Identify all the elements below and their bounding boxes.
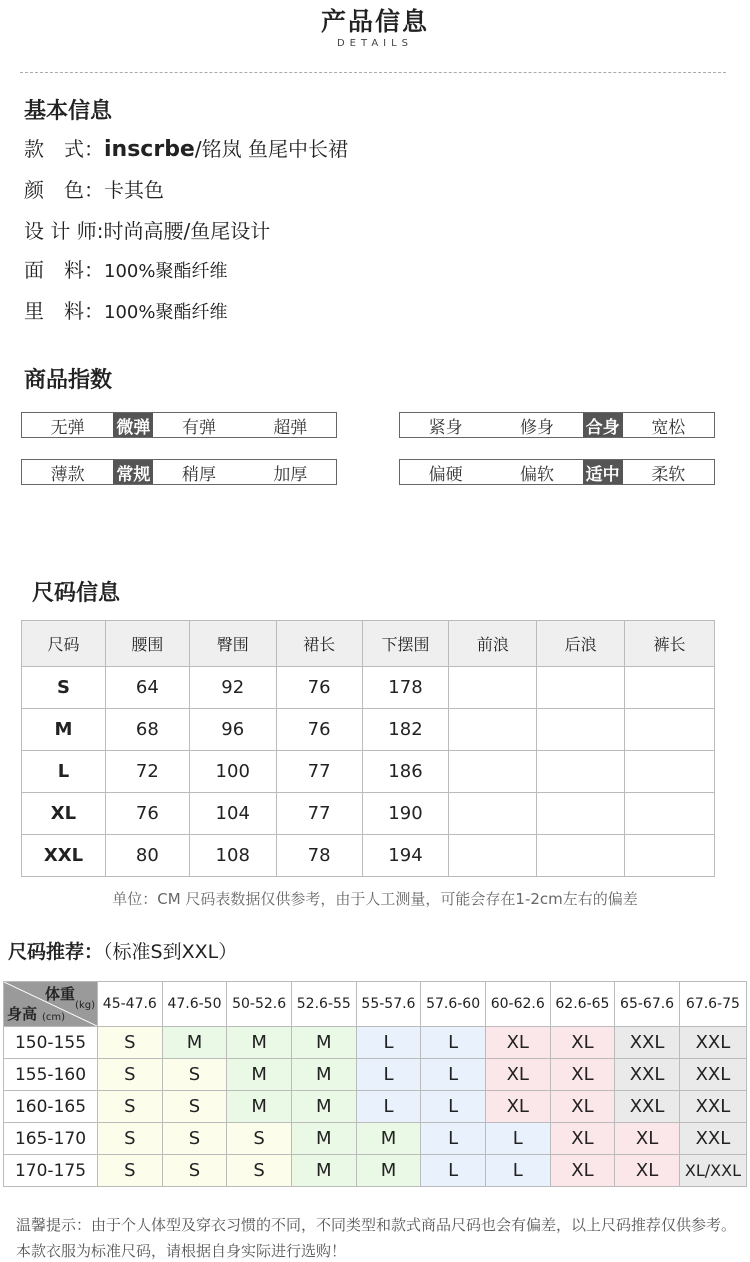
table-row (22, 835, 715, 877)
scale-option: 宽松 (651, 417, 686, 438)
info-row-fabric (24, 254, 227, 282)
recommend-cell: S (162, 1091, 227, 1123)
info-row-designer (24, 215, 270, 243)
info-value: 100%聚酯纤维 (104, 302, 228, 323)
info-label: 面 料： (24, 258, 104, 282)
column-header: 裙长 (276, 621, 362, 667)
measure-cell: 92 (189, 667, 276, 709)
measure-cell (537, 793, 625, 835)
info-value: 卡其色 (104, 178, 164, 202)
size-cell: M (22, 709, 106, 751)
measure-cell (449, 793, 537, 835)
measure-cell: 108 (189, 835, 276, 877)
basic-info-heading: 基本信息 (24, 99, 113, 124)
corner-cell (4, 982, 98, 1027)
measure-cell (449, 751, 537, 793)
column-header: 裤长 (625, 621, 715, 667)
recommend-cell: S (162, 1155, 227, 1187)
weight-header: 45-47.6 (98, 982, 163, 1027)
scale-option: 无弹 (50, 417, 85, 438)
height-cell: 155-160 (4, 1059, 98, 1091)
height-label: 身高 (7, 1005, 38, 1023)
recommend-cell: XL (550, 1155, 615, 1187)
measure-cell: 72 (105, 751, 189, 793)
height-cell: 165-170 (4, 1123, 98, 1155)
scale-option: 超弹 (273, 417, 308, 438)
weight-header: 57.6-60 (421, 982, 486, 1027)
recommend-cell: XL (550, 1059, 615, 1091)
recommend-row (4, 1059, 747, 1091)
recommend-cell: XL (550, 1027, 615, 1059)
weight-header: 67.6-75 (679, 982, 746, 1027)
weight-header: 47.6-50 (162, 982, 227, 1027)
measure-cell: 190 (362, 793, 449, 835)
recommend-cell: L (356, 1059, 421, 1091)
recommend-cell: XL (550, 1123, 615, 1155)
recommend-cell: M (291, 1123, 356, 1155)
column-header: 腰围 (105, 621, 189, 667)
recommend-cell: XXL (615, 1091, 680, 1123)
recommend-cell: XXL (615, 1027, 680, 1059)
recommend-cell: L (485, 1155, 550, 1187)
size-cell: XL (22, 793, 106, 835)
measure-cell: 186 (362, 751, 449, 793)
scale-option: 偏软 (519, 464, 554, 485)
recommend-cell: S (98, 1123, 163, 1155)
info-value: /铭岚 鱼尾中长裙 (194, 137, 348, 161)
recommend-cell: XL (550, 1091, 615, 1123)
recommend-cell: S (98, 1155, 163, 1187)
table-row (22, 751, 715, 793)
recommend-cell: M (227, 1027, 292, 1059)
recommend-cell: S (227, 1123, 292, 1155)
recommend-cell: XL (485, 1091, 550, 1123)
scale-option-selected: 常规 (113, 460, 153, 484)
measure-cell: 104 (189, 793, 276, 835)
recommend-cell: XXL (679, 1091, 746, 1123)
recommend-cell: S (98, 1059, 163, 1091)
height-cell: 160-165 (4, 1091, 98, 1123)
recommend-cell: M (291, 1091, 356, 1123)
recommend-cell: XXL (679, 1123, 746, 1155)
scale-option: 加厚 (273, 464, 308, 485)
recommend-cell: S (162, 1059, 227, 1091)
product-index-heading: 商品指数 (24, 368, 113, 393)
info-label: 里 料： (24, 299, 104, 323)
recommend-cell: M (291, 1155, 356, 1187)
measure-cell (537, 667, 625, 709)
info-row-color (24, 174, 164, 202)
page-title: 产品信息 (320, 7, 429, 36)
measure-cell: 64 (105, 667, 189, 709)
measure-cell (625, 709, 715, 751)
scale-option: 偏硬 (428, 464, 463, 485)
recommend-cell: XXL (679, 1027, 746, 1059)
recommend-row (4, 1027, 747, 1059)
weight-header: 62.6-65 (550, 982, 615, 1027)
measure-cell: 182 (362, 709, 449, 751)
recommend-cell: L (421, 1123, 486, 1155)
recommend-row (4, 1091, 747, 1123)
recommend-header-row (4, 982, 747, 1027)
column-header: 前浪 (449, 621, 537, 667)
recommend-cell: L (421, 1027, 486, 1059)
measure-cell: 77 (276, 751, 362, 793)
thickness-scale (21, 459, 337, 485)
info-label: 颜 色： (24, 178, 104, 202)
column-header: 臀围 (189, 621, 276, 667)
measure-cell (537, 835, 625, 877)
measure-cell: 78 (276, 835, 362, 877)
measure-cell (449, 835, 537, 877)
info-value: 时尚高腰/鱼尾设计 (103, 219, 271, 243)
measure-cell: 76 (276, 667, 362, 709)
height-cell: 170-175 (4, 1155, 98, 1187)
page-subtitle: DETAILS (336, 38, 414, 49)
size-cell: XXL (22, 835, 106, 877)
size-recommend-heading (8, 937, 237, 964)
header-divider (20, 72, 726, 73)
scale-option: 修身 (519, 417, 554, 438)
recommend-cell: XXL (679, 1059, 746, 1091)
info-row-lining (24, 295, 227, 323)
recommend-cell: L (356, 1091, 421, 1123)
measure-cell: 100 (189, 751, 276, 793)
size-recommend-table (3, 981, 747, 1187)
measure-cell (449, 667, 537, 709)
scale-option: 柔软 (651, 464, 686, 485)
recommend-cell: S (227, 1155, 292, 1187)
recommend-cell: XL/XXL (679, 1155, 746, 1187)
scale-option: 稍厚 (181, 464, 216, 485)
info-value: 100%聚酯纤维 (104, 261, 228, 282)
recommend-cell: L (421, 1059, 486, 1091)
measure-cell: 80 (105, 835, 189, 877)
height-unit: (cm) (42, 1012, 66, 1023)
softness-scale (399, 459, 715, 485)
measure-cell (625, 667, 715, 709)
recommend-cell: M (291, 1059, 356, 1091)
recommend-row (4, 1123, 747, 1155)
measure-cell (625, 751, 715, 793)
recommend-cell: XL (485, 1027, 550, 1059)
recommend-cell: M (227, 1059, 292, 1091)
info-label: 设 计 师: (24, 219, 104, 243)
info-row-style (24, 133, 348, 161)
column-header: 尺码 (22, 621, 106, 667)
recommend-cell: XL (615, 1155, 680, 1187)
warm-tip: 温馨提示：由于个人体型及穿衣习惯的不同，不同类型和款式商品尺码也会有偏差，以上尺码推荐仅供参考。本款衣服为标准尺码，请根据自身实际进行选购！ (16, 1216, 737, 1260)
measure-cell (625, 793, 715, 835)
recommend-cell: L (421, 1155, 486, 1187)
measure-cell: 76 (105, 793, 189, 835)
fit-scale (399, 412, 715, 438)
measure-cell: 76 (276, 709, 362, 751)
size-table (21, 620, 715, 877)
weight-header: 50-52.6 (227, 982, 292, 1027)
measure-cell (449, 709, 537, 751)
recommend-row (4, 1155, 747, 1187)
scale-option: 有弹 (181, 417, 216, 438)
table-row (22, 793, 715, 835)
table-row (22, 667, 715, 709)
measure-cell: 96 (189, 709, 276, 751)
column-header: 后浪 (537, 621, 625, 667)
recommend-cell: M (291, 1027, 356, 1059)
size-cell: L (22, 751, 106, 793)
measure-cell: 194 (362, 835, 449, 877)
scale-option: 紧身 (428, 417, 463, 438)
table-row (22, 709, 715, 751)
recommend-cell: L (421, 1091, 486, 1123)
recommend-cell: M (227, 1091, 292, 1123)
info-label: 款 式： (24, 137, 104, 161)
recommend-cell: L (485, 1123, 550, 1155)
weight-label: 体重 (44, 985, 75, 1003)
measure-cell (625, 835, 715, 877)
scale-option-selected: 适中 (583, 460, 623, 484)
weight-header: 60-62.6 (485, 982, 550, 1027)
recommend-cell: XL (615, 1123, 680, 1155)
recommend-cell: L (356, 1027, 421, 1059)
size-cell: S (22, 667, 106, 709)
recommend-cell: M (356, 1123, 421, 1155)
measure-cell (537, 751, 625, 793)
size-table-header (22, 621, 715, 667)
recommend-cell: S (98, 1091, 163, 1123)
measure-cell (537, 709, 625, 751)
recommend-cell: M (162, 1027, 227, 1059)
scale-option: 薄款 (50, 464, 85, 485)
scale-option-selected: 合身 (583, 413, 623, 437)
scale-option-selected: 微弹 (113, 413, 153, 437)
recommend-cell: XXL (615, 1059, 680, 1091)
size-note: 单位：CM 尺码表数据仅供参考，由于人工测量，可能会存在1-2cm左右的偏差 (112, 890, 638, 908)
weight-header: 65-67.6 (615, 982, 680, 1027)
weight-header: 55-57.6 (356, 982, 421, 1027)
size-info-heading: 尺码信息 (32, 581, 121, 606)
measure-cell: 77 (276, 793, 362, 835)
measure-cell: 68 (105, 709, 189, 751)
brand-logo: inscrbe (104, 137, 195, 162)
height-cell: 150-155 (4, 1027, 98, 1059)
recommend-cell: S (98, 1027, 163, 1059)
recommend-range: （标准S到XXL） (103, 941, 238, 963)
elasticity-scale (21, 412, 337, 438)
column-header: 下摆围 (362, 621, 449, 667)
weight-header: 52.6-55 (291, 982, 356, 1027)
recommend-label: 尺码推荐： (8, 941, 104, 963)
weight-unit: (kg) (75, 1000, 95, 1011)
recommend-cell: S (162, 1123, 227, 1155)
recommend-cell: XL (485, 1059, 550, 1091)
measure-cell: 178 (362, 667, 449, 709)
recommend-cell: M (356, 1155, 421, 1187)
